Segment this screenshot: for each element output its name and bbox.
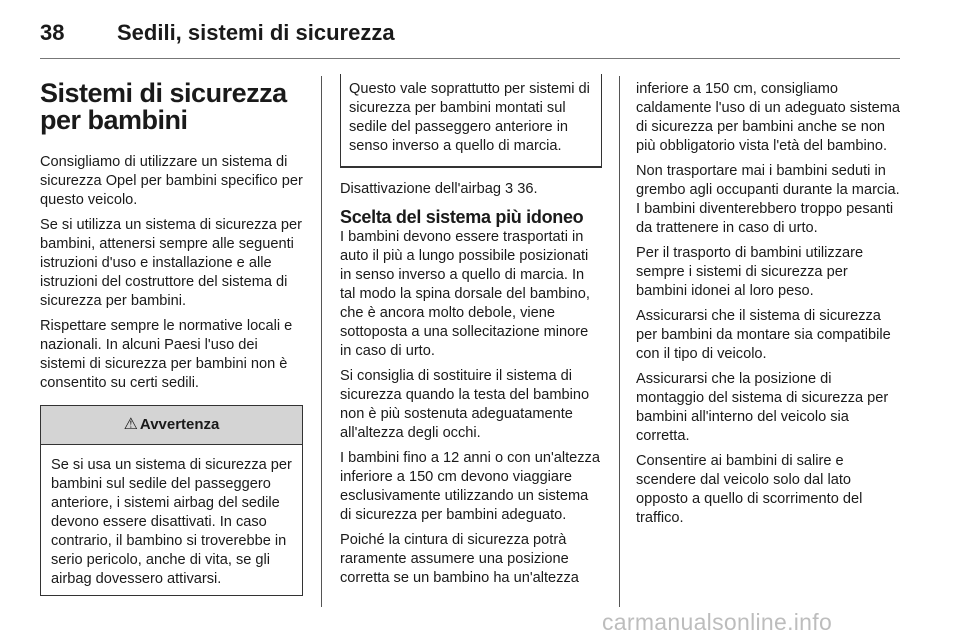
paragraph: Si consiglia di sostituire il sistema di sicurezza quando la testa del bambino non è più sostenuta adeguatamente all'altezza degli occhi. — [340, 368, 590, 441]
chapter-title: Sedili, sistemi di sicurezza — [117, 20, 395, 45]
warning-text: Se si usa un sistema di sicurezza per bambini sul sedile del passeggero anteriore, i sistemi airbag del sedile devono essere disattivati. In caso contrario, il bambino si troverebbe in serio pericolo, anche di vita, se gli airbag dovessero attivarsi. — [51, 457, 292, 587]
section-heading: Sistemi di sicurezza per bambini — [40, 78, 287, 135]
note-box: Questo vale soprattutto per sistemi di sicurezza per bambini montati sul sedile del passeggero anteriore in senso inverso a quello di marcia. — [340, 74, 602, 168]
subsection-heading: Scelta del sistema più idoneo — [340, 207, 584, 227]
paragraph: Se si utilizza un sistema di sicurezza per bambini, attenersi sempre alle seguenti istruzioni d'uso e installazione e alle istruzioni del costruttore del sistema di sicurezza per bambini. — [40, 217, 302, 309]
airbag-reference: Disattivazione dell'airbag — [340, 181, 501, 197]
warning-triangle-icon: ⚠ — [123, 416, 138, 433]
paragraph: Poiché la cintura di sicurezza potrà raramente assumere una posizione corretta se un bambino ha un'altezza — [340, 532, 579, 586]
paragraph: Assicurarsi che il sistema di sicurezza per bambini da montare sia compatibile con il tipo di veicolo. — [636, 308, 891, 362]
column-divider-left — [321, 76, 322, 607]
column-2 — [340, 80, 602, 594]
warning-box — [40, 405, 303, 596]
paragraph: Non trasportare mai i bambini seduti in grembo agli occupanti durante la marcia. I bambini diventerebbero troppo pesanti da trattenere in caso di urto. — [636, 163, 900, 236]
paragraph: I bambini devono essere trasportati in auto il più a lungo possibile posizionati in senso inverso a quello di marcia. In tal modo la spina dorsale del bambino, che è ancora molto debole, viene sottoposta a una sollecitazione minore in caso di urto. — [340, 229, 590, 359]
cross-reference — [340, 180, 602, 199]
column-divider-right — [619, 76, 620, 607]
paragraph: Assicurarsi che la posizione di montaggio del sistema di sicurezza per bambini all'interno del veicolo sia corretta. — [636, 371, 889, 444]
page-reference: 3 36. — [505, 181, 538, 197]
paragraph: Consentire ai bambini di salire e scendere dal veicolo solo dal lato opposto a quello di scorrimento del traffico. — [636, 453, 863, 526]
page-header — [40, 14, 900, 54]
paragraph: Per il trasporto di bambini utilizzare sempre i sistemi di sicurezza per bambini idonei al loro peso. — [636, 245, 864, 299]
header-rule — [40, 58, 900, 59]
column-3 — [636, 80, 902, 534]
watermark: carmanualsonline.info — [602, 609, 833, 635]
page-number: 38 — [40, 20, 65, 45]
paragraph: I bambini fino a 12 anni o con un'altezza inferiore a 150 cm devono viaggiare esclusivamente utilizzando un sistema di sicurezza per bambini adeguato. — [340, 450, 600, 523]
warning-title — [41, 406, 302, 445]
paragraph: inferiore a 150 cm, consigliamo caldamente l'uso di un adeguato sistema di sicurezza per bambini anche se non più obbligatorio vista l'età del bambino. — [636, 81, 901, 154]
column-1 — [40, 80, 303, 596]
paragraph: Consigliamo di utilizzare un sistema di sicurezza Opel per bambini specifico per questo veicolo. — [40, 154, 303, 208]
paragraph: Rispettare sempre le normative locali e nazionali. In alcuni Paesi l'uso dei sistemi di sicurezza per bambini non è consentito su certi sedili. — [40, 318, 293, 391]
warning-title-text: Avvertenza — [139, 416, 220, 433]
